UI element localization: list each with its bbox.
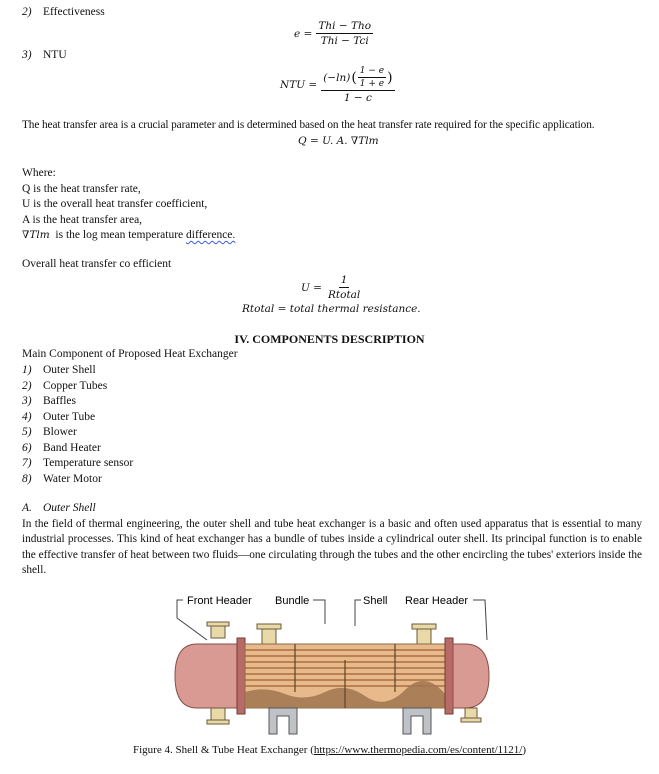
list-item: 8) Water Motor [22, 472, 102, 485]
spellcheck-word: difference. [186, 229, 236, 241]
equation-ntu: NTU = (−ln) ( $\frac{1 - e}{1 + e}$ ) 1 − c [280, 66, 393, 104]
shell-label: Shell [363, 595, 388, 607]
equation-rtotal: Rtotal = total thermal resistance. [242, 303, 421, 315]
where-t: ∇Tlm is the log mean temperature difference. [22, 229, 236, 241]
list-item: 6) Band Heater [22, 441, 101, 454]
list-item: 3) Baffles [22, 395, 77, 407]
item-effectiveness: 2) Effectiveness [22, 6, 105, 18]
bundle-leader [313, 600, 325, 624]
caption-link[interactable]: https://www.thermopedia.com/es/content/1121/ [313, 744, 523, 756]
list-item: 4) Outer Tube [22, 410, 96, 423]
equation-effectiveness: e = $\frac{\text{Thi − Tho}}{\text{Thi − Tci}}$ [294, 20, 372, 47]
item-ntu: 3) NTU [22, 49, 67, 61]
shell-leader [355, 600, 361, 626]
front-header [175, 644, 241, 708]
bundle-label: Bundle [275, 595, 310, 607]
list-item: 1) Outer Shell [22, 364, 96, 376]
where-u: U is the overall heat transfer coefficient, [22, 198, 208, 210]
rear-header [453, 644, 489, 708]
equation-u: U = $\frac{1}{\text{Rtotal}}$ [301, 274, 361, 301]
heat-exchanger-figure [165, 588, 495, 736]
main-component-text: Main Component of Proposed Heat Exchanger [22, 348, 238, 360]
where-title: Where: [22, 167, 56, 179]
where-q: Q is the heat transfer rate, [22, 182, 141, 195]
subsection-heading: A. Outer Shell [22, 502, 96, 514]
rear-flange [445, 638, 453, 714]
support-right [403, 708, 431, 734]
front-flange [237, 638, 245, 714]
rear-header-leader [473, 600, 487, 640]
list-item: 2) Copper Tubes [22, 379, 108, 392]
equation-q: Q = U. A. ∇Tlm [298, 135, 379, 147]
list-item: 7) Temperature sensor [22, 457, 134, 469]
rear-header-label: Rear Header [405, 595, 468, 607]
outer-shell-paragraph: In the field of thermal engineering, the outer shell and tube heat exchanger is a basic and often used apparatus that is essential to many industrial processes. This kind of heat exchanger has a bundle of tubes inside a cylindrical outer shell. Its principal function is to enable the effective transfer of heat between two fluids—one circulating through the tubes and the other encircling the tubes' exteriors inside the shell. [22, 518, 642, 576]
front-header-label: Front Header [187, 595, 252, 607]
support-left [269, 708, 297, 734]
where-block [22, 166, 235, 244]
list-item: 5) Blower [22, 426, 77, 438]
figure-caption: Figure 4. Shell & Tube Heat Exchanger (https://www.thermopedia.com/es/content/1121/) [133, 744, 526, 756]
section-heading: IV. COMPONENTS DESCRIPTION [234, 332, 425, 346]
area-text: The heat transfer area is a crucial parameter and is determined based on the heat transfer rate required for the specific application. [22, 119, 595, 131]
where-a: A is the heat transfer area, [22, 213, 143, 226]
overall-text: Overall heat transfer co efficient [22, 258, 172, 270]
